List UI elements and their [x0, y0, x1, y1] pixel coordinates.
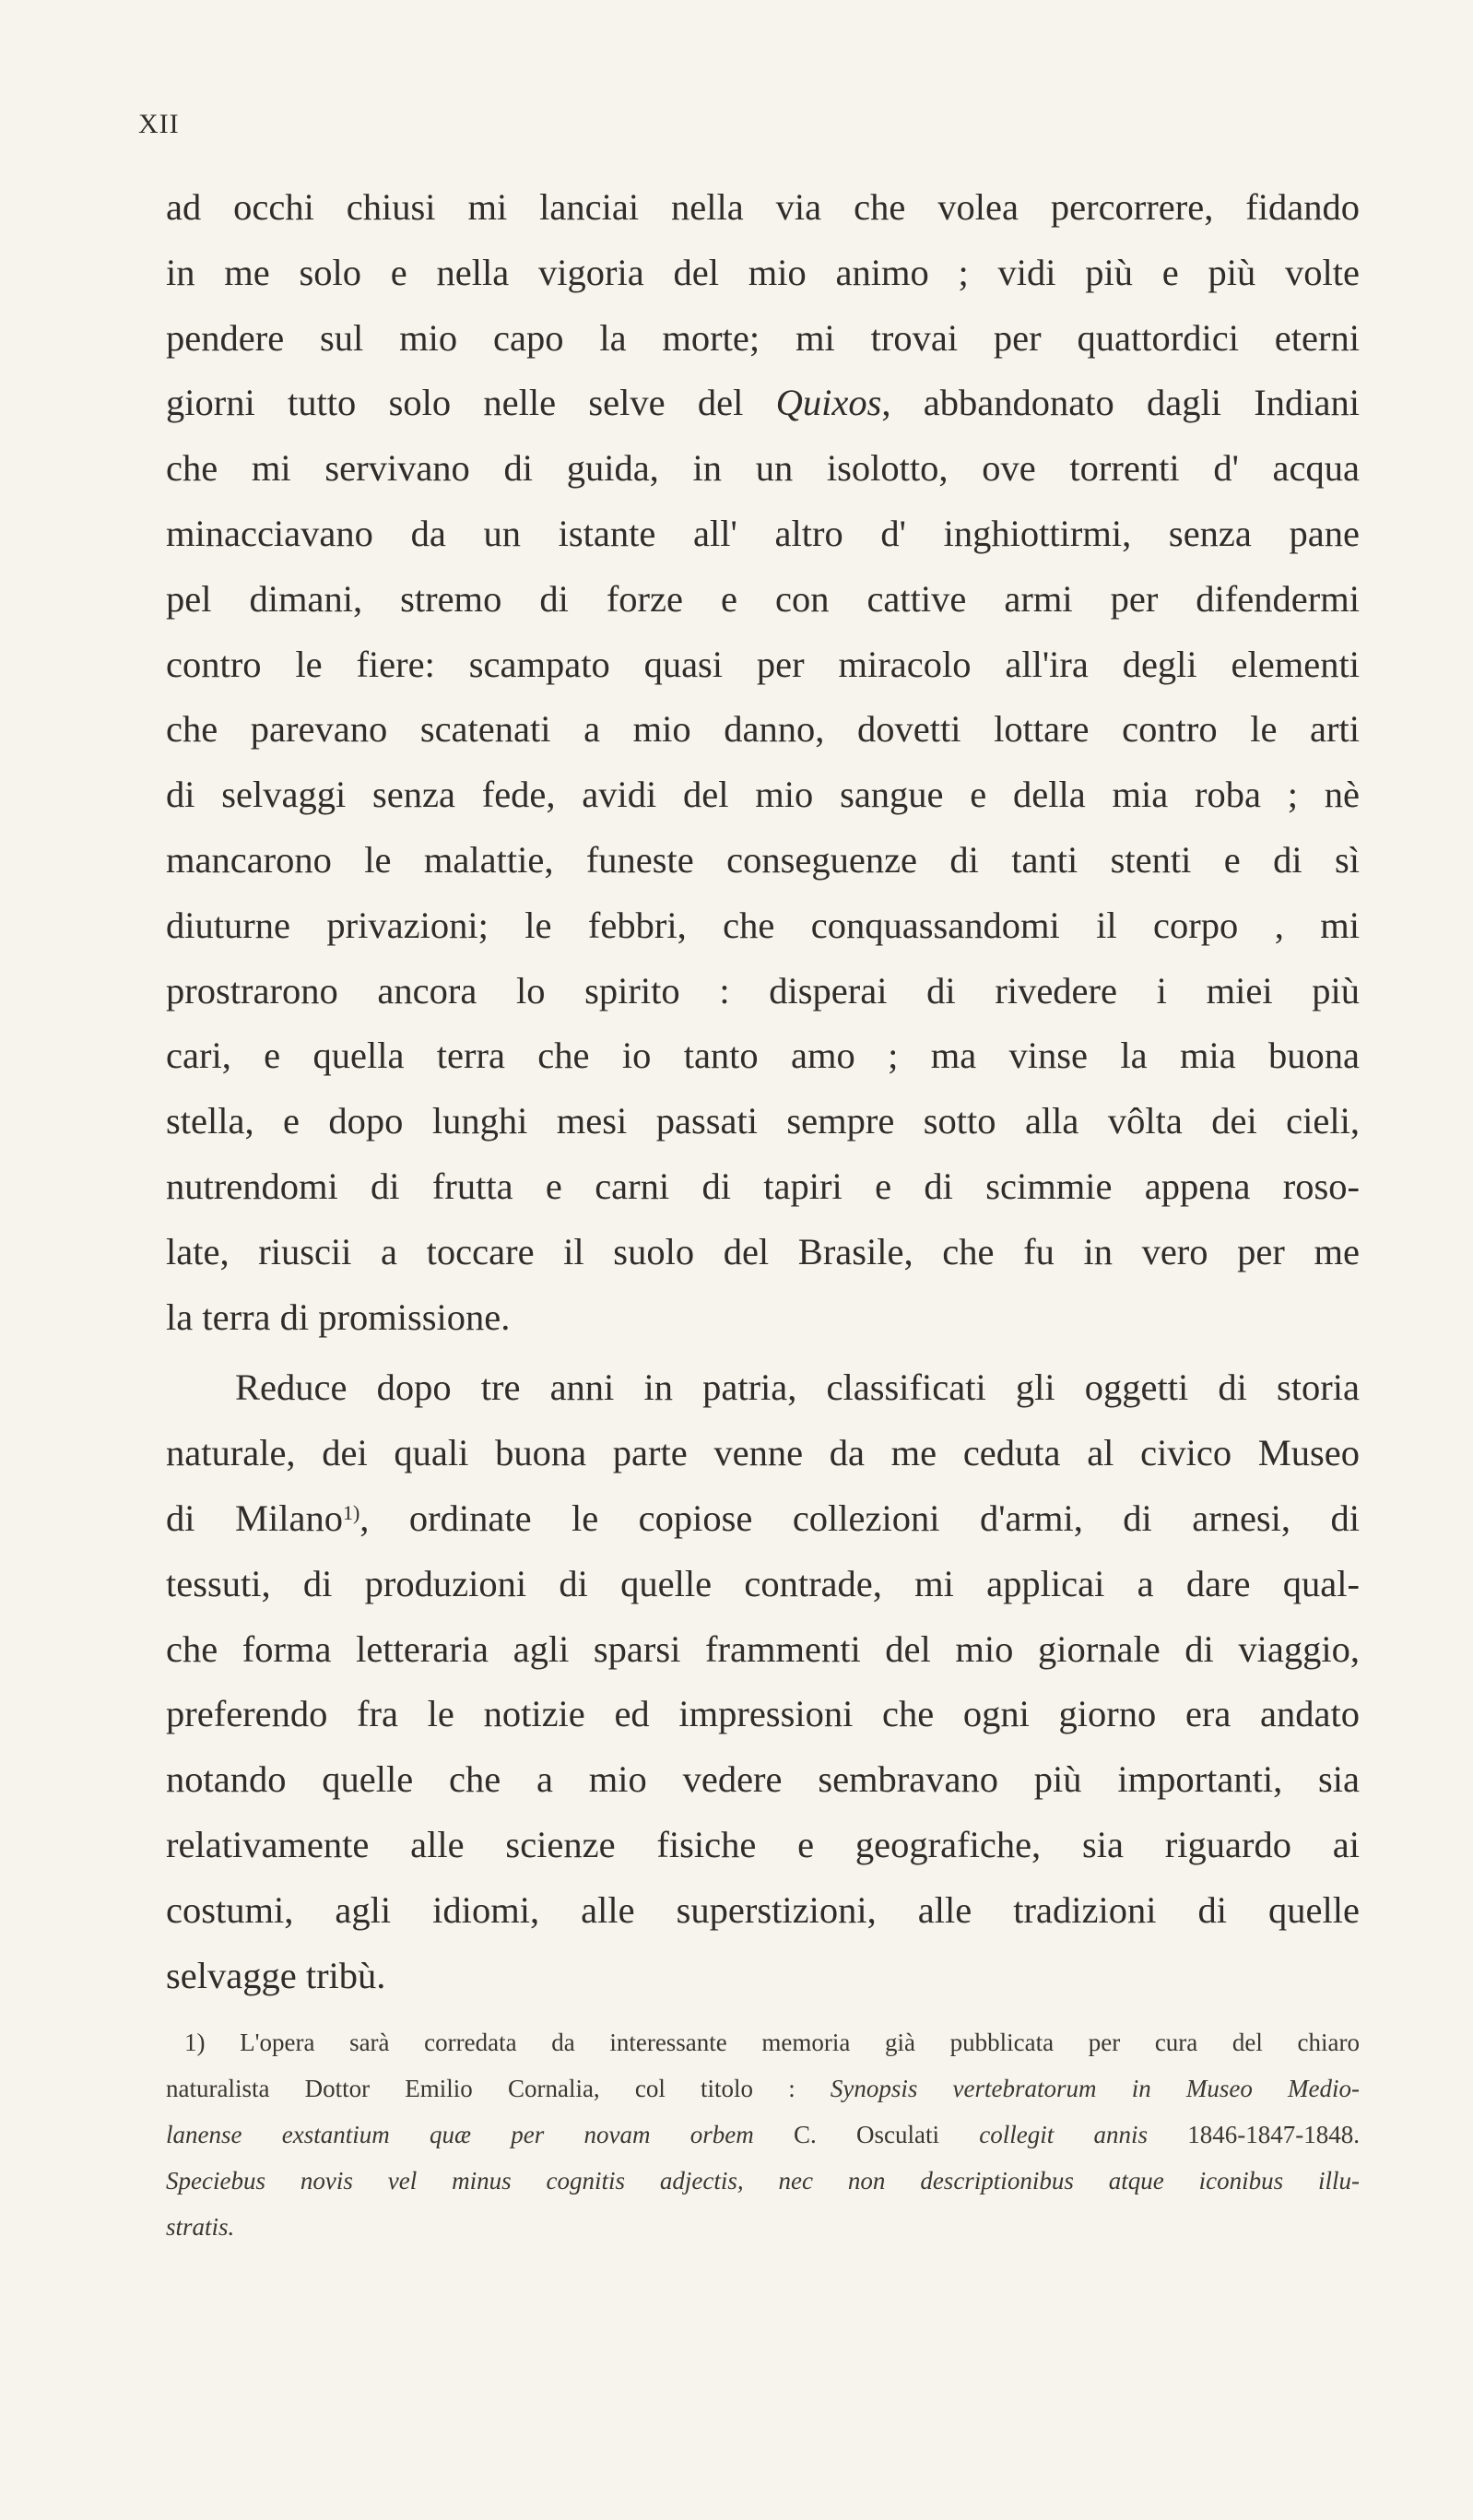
- text-line: stella, e dopo lunghi mesi passati sempre sotto alla vôlta dei cieli,: [166, 1100, 1360, 1142]
- text-line: notando quelle che a mio vedere sembravano più importanti, sia: [166, 1758, 1360, 1801]
- italic-title: Speciebus novis vel minus cognitis adjectis, nec non descriptionibus atque iconibus illu-: [166, 2167, 1360, 2195]
- footnote-line: [166, 2204, 1360, 2250]
- text-line: che mi servivano di guida, in un isolotto, ove torrenti d' acqua: [166, 447, 1360, 490]
- text-line: prostrarono ancora lo spirito : disperai di rivedere i miei più: [166, 969, 1360, 1012]
- text-line: tessuti, di produzioni di quelle contrade, mi applicai a dare qual-: [166, 1562, 1360, 1604]
- text-line: mancarono le malattie, funeste conseguenze di tanti stenti e di sì: [166, 838, 1360, 881]
- paragraph: [166, 1355, 1360, 2008]
- footnote-marker: 1): [342, 1500, 360, 1524]
- text-segment: C. Osculati: [753, 2121, 980, 2148]
- footnote-line: [166, 2158, 1360, 2204]
- text-line: pel dimani, stremo di forze e con cattive armi per difendermi: [166, 577, 1360, 620]
- text-segment: , abbandonato dagli Indiani: [881, 382, 1360, 424]
- italic-title: lanense exstantium quæ per novam orbem: [166, 2121, 754, 2148]
- paragraph: [166, 175, 1360, 1350]
- text-line: Reduce dopo tre anni in patria, classificati gli oggetti di storia: [235, 1366, 1360, 1409]
- text-line: pendere sul mio capo la morte; mi trovai per quattordici eterni: [166, 316, 1360, 359]
- text-line: selvagge tribù.: [166, 1954, 386, 1996]
- text-line: late, riuscii a toccare il suolo del Brasile, che fu in vero per me: [166, 1230, 1360, 1272]
- text-line: nutrendomi di frutta e carni di tapiri e di scimmie appena roso-: [166, 1165, 1360, 1207]
- italic-place-name: Quixos: [775, 382, 882, 424]
- text-segment: 1846-1847-1848.: [1148, 2121, 1360, 2148]
- italic-title: stratis.: [166, 2213, 235, 2241]
- text-line: la terra di promissione.: [166, 1295, 511, 1338]
- italic-title: Synopsis vertebratorum in Museo Medio-: [830, 2075, 1360, 2102]
- text-line: che forma letteraria agli sparsi frammenti del mio giornale di viaggio,: [166, 1627, 1360, 1670]
- text-line: di selvaggi senza fede, avidi del mio sangue e della mia roba ; nè: [166, 774, 1360, 816]
- italic-title: collegit annis: [979, 2121, 1148, 2148]
- page-number: XII: [138, 109, 180, 139]
- footnote-line: 1) L'opera sarà corredata da interessante memoria già pubblicata per cura del chiaro: [184, 2029, 1360, 2056]
- text-line: [166, 371, 1360, 436]
- text-line: minacciavano da un istante all' altro d' inghiottirmi, senza pane: [166, 512, 1360, 554]
- text-segment: , ordinate le copiose collezioni d'armi, di arnesi, di: [359, 1497, 1361, 1539]
- text-line: diuturne privazioni; le febbri, che conquassandomi il corpo , mi: [166, 904, 1360, 946]
- text-line: che parevano scatenati a mio danno, dovetti lottare contro le arti: [166, 708, 1360, 751]
- text-line: naturale, dei quali buona parte venne da me ceduta al civico Museo: [166, 1432, 1360, 1474]
- text-line: cari, e quella terra che io tanto amo ; ma vinse la mia buona: [166, 1035, 1360, 1077]
- text-line: in me solo e nella vigoria del mio animo ; vidi più e più volte: [166, 251, 1360, 293]
- text-line: relativamente alle scienze fisiche e geografiche, sia riguardo ai: [166, 1823, 1360, 1865]
- footnote-line: [166, 2112, 1360, 2158]
- text-line: ad occhi chiusi mi lanciai nella via che volea percorrere, fidando: [166, 186, 1360, 228]
- main-text: [166, 175, 1360, 2008]
- text-segment: di Milano: [166, 1497, 343, 1539]
- text-line: [166, 1486, 1360, 1552]
- text-segment: naturalista Dottor Emilio Cornalia, col titolo :: [166, 2075, 831, 2102]
- footnote: [166, 2019, 1360, 2250]
- text-segment: giorni tutto solo nelle selve del: [166, 382, 776, 424]
- footnote-line: [166, 2065, 1360, 2112]
- text-line: preferendo fra le notizie ed impressioni che ogni giorno era andato: [166, 1693, 1360, 1735]
- text-line: contro le fiere: scampato quasi per miracolo all'ira degli elementi: [166, 643, 1360, 685]
- text-line: costumi, agli idiomi, alle superstizioni, alle tradizioni di quelle: [166, 1888, 1360, 1931]
